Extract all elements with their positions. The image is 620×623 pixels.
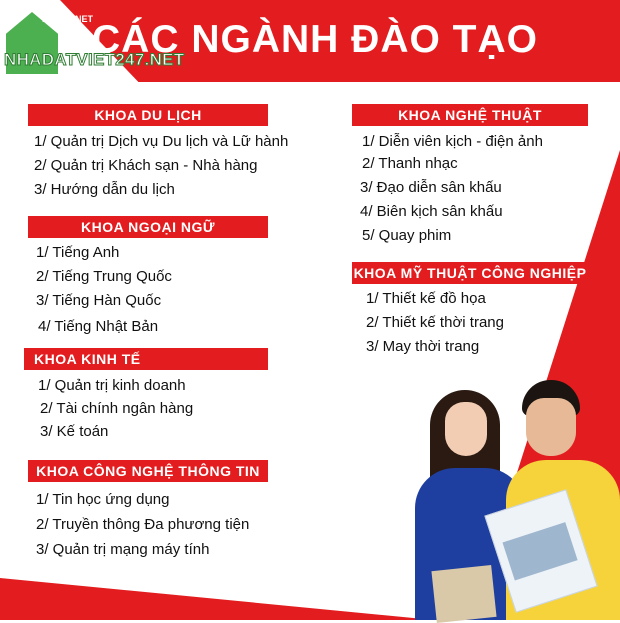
list-item: 2/ Tài chính ngân hàng: [40, 400, 194, 417]
list-item: 2/ Thanh nhạc: [362, 155, 458, 172]
logo-text: NHADONET: [42, 14, 93, 24]
list-item: 1/ Tin học ứng dụng: [36, 491, 170, 508]
list-item: 1/ Diễn viên kịch - điện ảnh: [362, 133, 543, 150]
list-item: 2/ Truyền thông Đa phương tiện: [36, 516, 250, 533]
list-item: 3/ Tiếng Hàn Quốc: [36, 292, 162, 309]
list-item: 3/ Quản trị mạng máy tính: [36, 541, 210, 558]
section-heading-my-thuat-cong-nghiep: KHOA MỸ THUẬT CÔNG NGHIỆP: [352, 262, 588, 284]
list-item: 2/ Tiếng Trung Quốc: [36, 268, 172, 285]
page-title: CÁC NGÀNH ĐÀO TẠO: [92, 18, 538, 61]
list-item: 3/ Hướng dẫn du lịch: [34, 181, 175, 198]
list-item: 4/ Biên kịch sân khấu: [360, 203, 503, 220]
magazine-image: [431, 565, 496, 623]
watermark: NHADATVIET247.NET: [4, 50, 185, 69]
list-item: 1/ Quản trị kinh doanh: [38, 377, 186, 394]
list-item: 5/ Quay phim: [362, 227, 452, 244]
list-item: 2/ Quản trị Khách sạn - Nhà hàng: [34, 157, 258, 174]
section-heading-du-lich: KHOA DU LỊCH: [28, 104, 268, 126]
section-heading-nghe-thuat: KHOA NGHỆ THUẬT: [352, 104, 588, 126]
list-item: 2/ Thiết kế thời trang: [366, 314, 504, 331]
list-item: 1/ Thiết kế đồ họa: [366, 290, 486, 307]
section-heading-cong-nghe-thong-tin: KHOA CÔNG NGHỆ THÔNG TIN: [28, 460, 268, 482]
students-photo: [410, 380, 620, 620]
boy-face: [526, 398, 576, 456]
header: [0, 0, 620, 90]
list-item: 3/ Đạo diễn sân khấu: [360, 179, 502, 196]
brochure-photo: [502, 522, 577, 580]
section-heading-kinh-te: KHOA KINH TẾ: [24, 348, 268, 370]
section-heading-ngoai-ngu: KHOA NGOẠI NGỮ: [28, 216, 268, 238]
girl-face: [445, 402, 487, 456]
list-item: 1/ Quản trị Dịch vụ Du lịch và Lữ hành: [34, 133, 289, 150]
list-item: 3/ May thời trang: [366, 338, 480, 355]
list-item: 4/ Tiếng Nhật Bản: [38, 318, 159, 335]
list-item: 3/ Kế toán: [40, 423, 109, 440]
list-item: 1/ Tiếng Anh: [36, 244, 120, 261]
